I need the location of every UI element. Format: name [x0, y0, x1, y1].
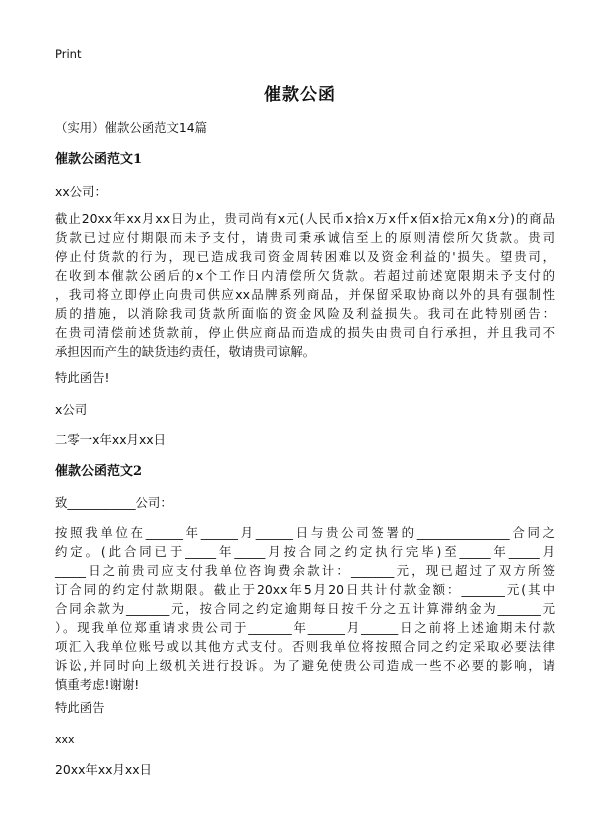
- document-subtitle: （实用）催款公函范文14篇: [55, 120, 208, 135]
- section2-body-line: 项汇入我单位账号或以其他方式支付。否则我单位将按照合同之约定采取必要法律: [55, 639, 555, 654]
- section2-body-line: _____日之前贵司应支付我单位咨询费余款计：_______元，现已超过了双方所签: [55, 563, 555, 578]
- section1-body-line: 质的措施，以消除我司货款所面临的资金风险及利益损失。我司在此特别函告：: [55, 306, 555, 321]
- section2-date: 20xx年xx月xx日: [55, 762, 152, 777]
- section1-heading: 催款公函范文1: [55, 152, 143, 167]
- section1-body: [55, 209, 555, 361]
- section1-body-line: 在收到本催款公函后的x个工作日内清偿所欠货款。若超过前述宽限期未予支付的: [55, 268, 555, 283]
- section2-body-line: 合同余款为_______元，按合同之约定逾期每日按千分之五计算滞纳金为_______元: [55, 601, 555, 616]
- section2-addressee: 致___________公司：: [55, 495, 173, 510]
- section1-body-line: ，我司将立即停止向贵司供应xx品牌系列商品，并保留采取协商以外的具有强制性: [55, 287, 555, 302]
- section2-heading: 催款公函范文2: [55, 464, 143, 479]
- section2-body: [55, 523, 555, 694]
- section2-body-line: 诉讼,并同时向上级机关进行投诉。为了避免使贵公司造成一些不必要的影响，请: [55, 658, 555, 673]
- section2-body-line: 约定。(此合同已于_____年_____月按合同之约定执行完毕)至_____年_____月: [55, 544, 555, 559]
- section2-closing: 特此函告: [55, 700, 105, 715]
- section1-body-line: 在贵司清偿前述货款前，停止供应商品而造成的损失由贵司自行承担，并且我司不: [55, 325, 555, 340]
- section2-body-line: 慎重考虑!谢谢!: [55, 677, 140, 692]
- print-label: Print: [55, 47, 82, 61]
- section1-addressee: xx公司：: [55, 184, 107, 199]
- document-title: 催款公函: [264, 85, 336, 105]
- section1-body-line: 停止付货款的行为，现已造成我司资金周转困难以及资金利益的'损失。望贵司，: [55, 249, 555, 264]
- section2-body-line: 订合同的约定付款期限。截止于20xx年5月20日共计付款金额：_______元(其中: [55, 582, 555, 597]
- section1-body-line: 承担因而产生的缺货违约责任，敬请贵司谅解。: [55, 344, 316, 359]
- section1-closing: 特此函告!: [55, 370, 110, 385]
- section2-body-line: 按照我单位在______年______月______日与贵公司签署的_______________合同之: [55, 525, 555, 540]
- section1-body-line: 货款已过应付期限而未予支付，请贵司秉承诚信至上的原则清偿所欠货款。贵司: [55, 230, 555, 245]
- section2-signer: xxx: [55, 733, 75, 746]
- section1-date: 二零一x年xx月xx日: [55, 432, 167, 447]
- section1-body-line: 截止20xx年xx月xx日为止，贵司尚有x元(人民币x拾x万x仟x佰x拾元x角x分)的商品: [55, 211, 555, 226]
- section1-signer: x公司: [55, 402, 88, 417]
- section2-body-line: ）。现我单位郑重请求贵公司于_______年______月______日之前将上述逾期未付款: [55, 620, 555, 635]
